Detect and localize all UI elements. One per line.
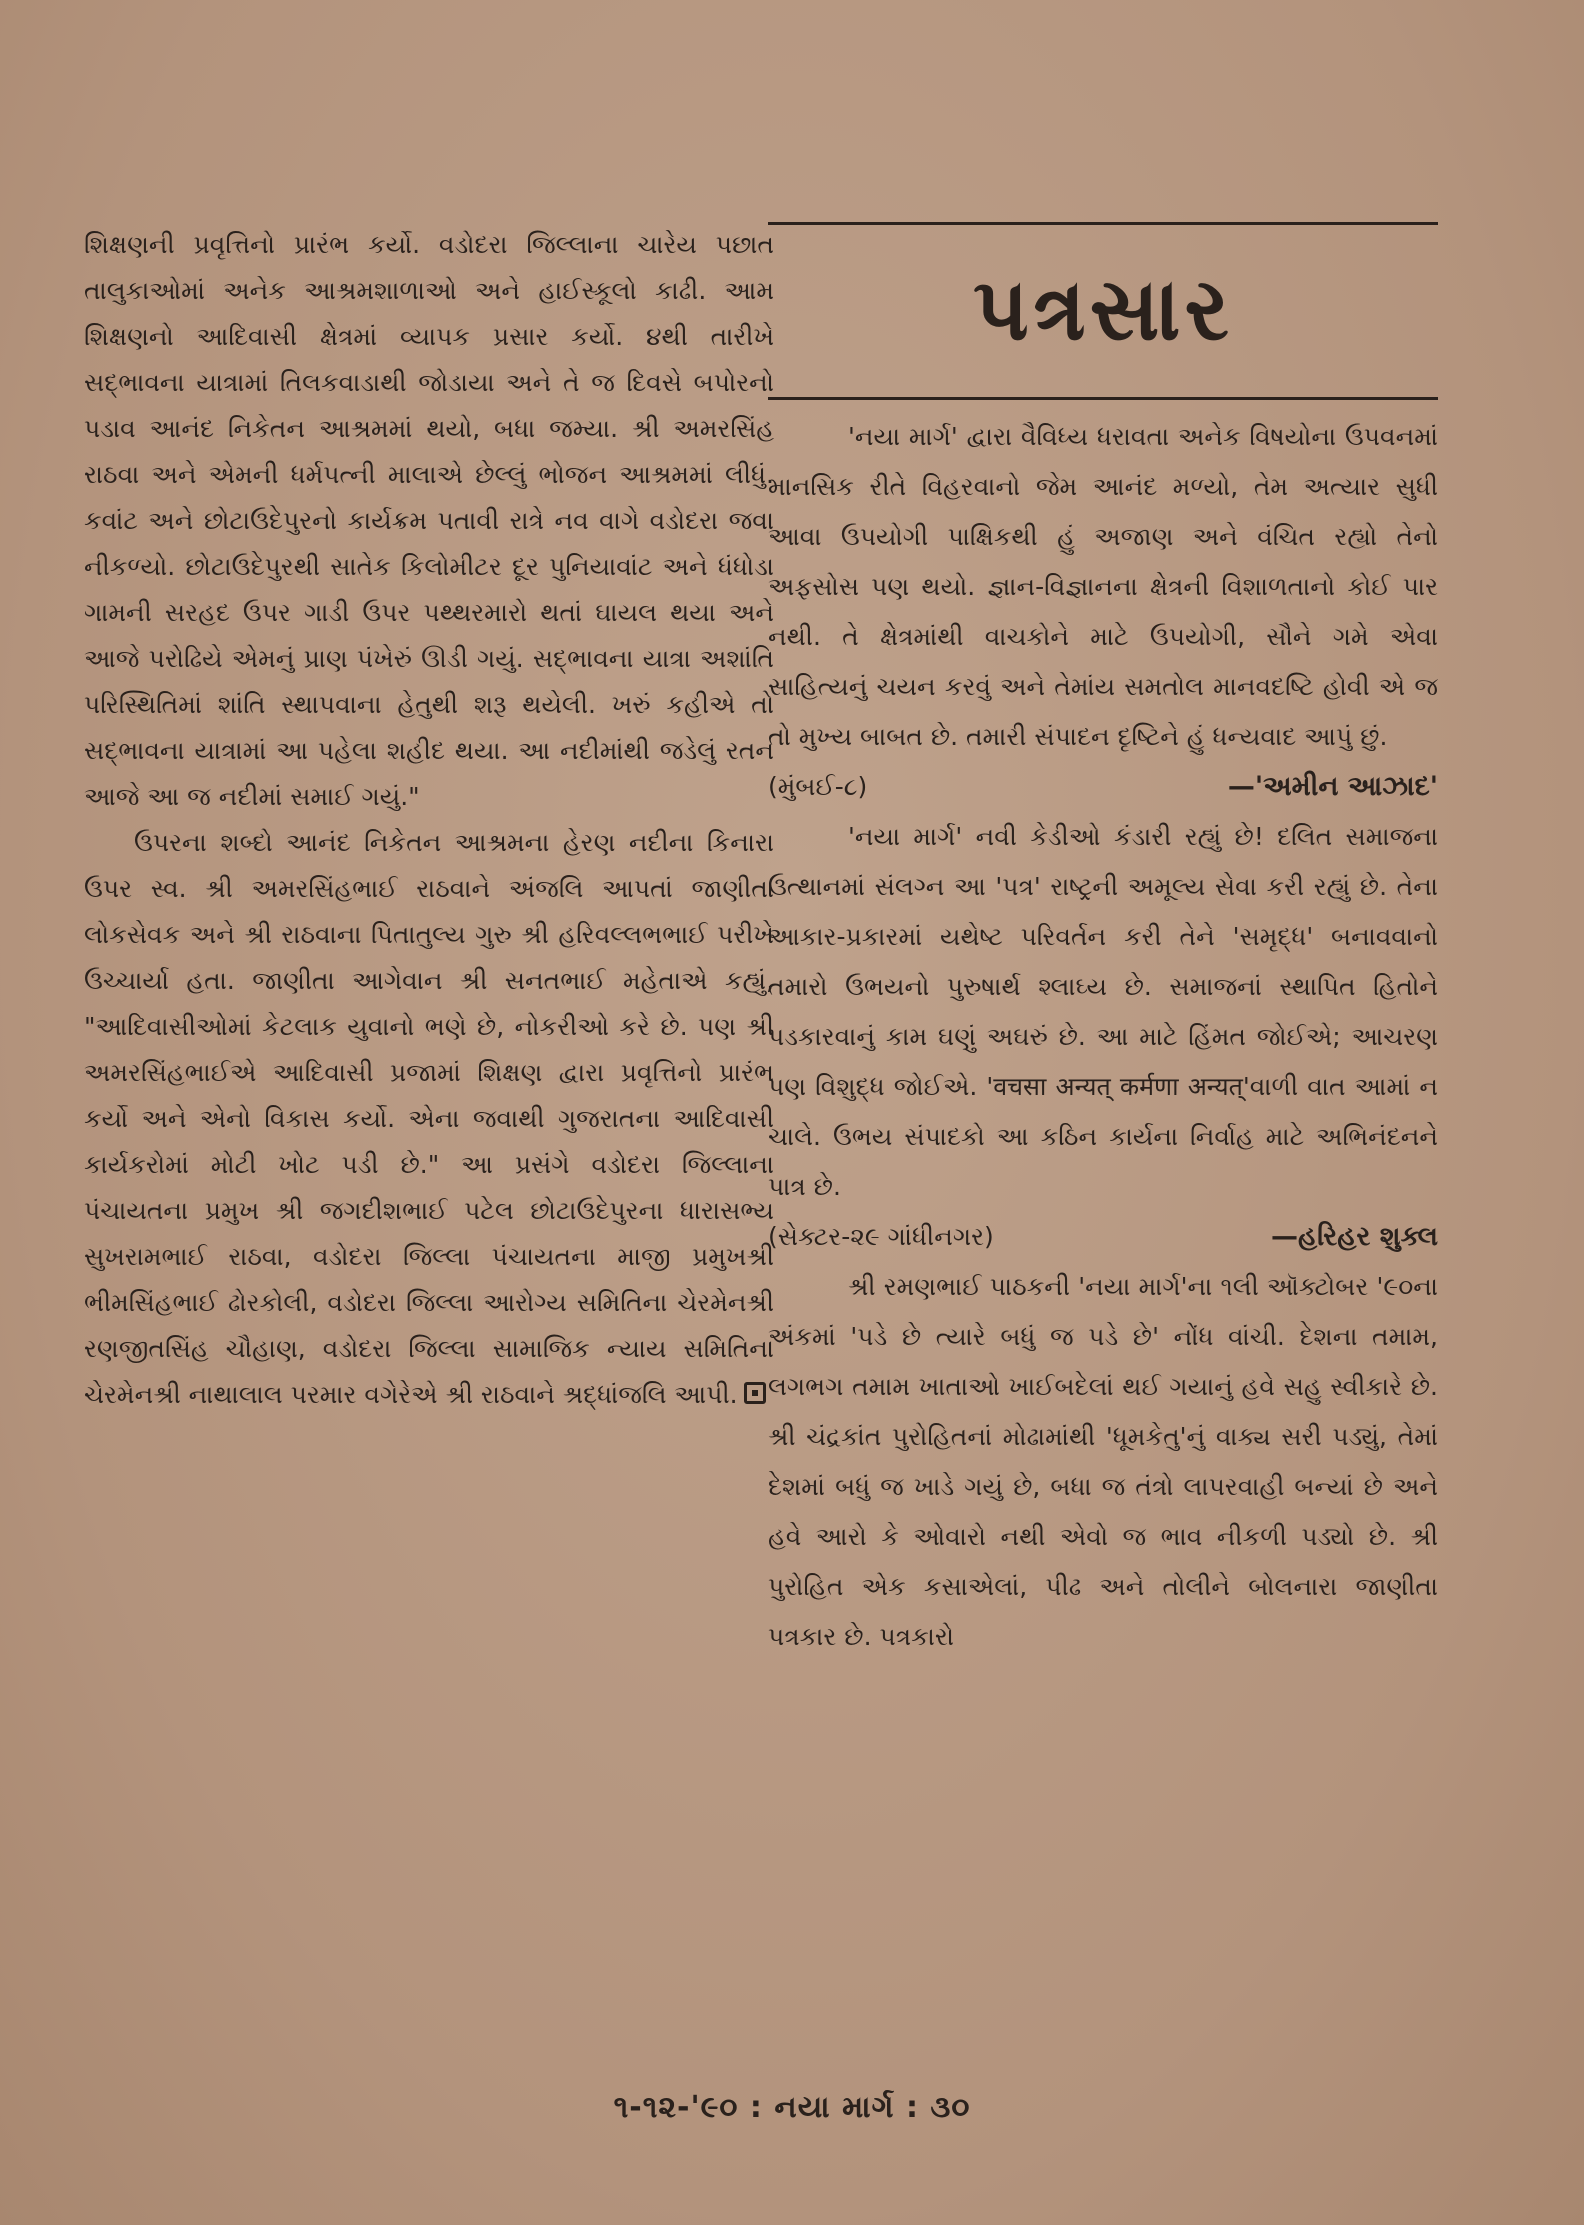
page-footer: ૧-૧૨-'૯૦ : નયા માર્ગ : ૩૦ [613,2090,971,2125]
article-paragraph-1: શિક્ષણની પ્રવૃત્તિનો પ્રારંભ કર્યો. વડોદરા જિલ્લાના ચારેય પછાત તાલુકાઓમાં અનેક આશ્રમશાળાઓ અને હાઈસ્કૂલો કાઢી. આમ શિક્ષણનો આદિવાસી ક્ષેત્રમાં વ્યાપક પ્રસાર કર્યો. ૪થી તારીખે સદ્ભાવના યાત્રામાં તિલકવાડાથી જોડાયા અને તે જ દિવસે બપોરનો પડાવ આનંદ નિકેતન આશ્રમમાં થયો, બધા જમ્યા. શ્રી અમરસિંહ રાઠવા અને એમની ધર્મપત્ની માલાએ છેલ્લું ભોજન આશ્રમમાં લીધું. કવાંટ અને છોટાઉદેપુરનો કાર્યક્રમ પતાવી રાત્રે નવ વાગે વડોદરા જવા નીકળ્યો. છોટાઉદેપુરથી સાતેક કિલોમીટર દૂર પુનિયાવાંટ અને ધંધોડા ગામની સરહદ ઉપર ગાડી ઉપર પથ્થરમારો થતાં ઘાયલ થયા અને આજે પરોઢિયે એમનું પ્રાણ પંખેરું ઊડી ગયું. સદ્ભાવના યાત્રા અશાંતિ પરિસ્થિતિમાં શાંતિ સ્થાપવાના હેતુથી શરૂ થયેલી. ખરું કહીએ તો સદ્ભાવના યાત્રામાં આ પહેલા શહીદ થયા. આ નદીમાંથી જડેલું રતન આજે આ જ નદીમાં સમાઈ ગયું." [84,230,774,811]
letters-list [768,400,1438,1662]
article-paragraph-2 [84,820,774,1418]
letter-1-place: (મુંબઈ-૮) [768,772,868,801]
letter-1-text: 'નયા માર્ગ' દ્વારા વૈવિધ્ય ધરાવતા અનેક વિષયોના ઉપવનમાં માનસિક રીતે વિહરવાનો જેમ આનંદ મળ્યો, તેમ અત્યાર સુધી આવા ઉપયોગી પાક્ષિકથી હું અજાણ અને વંચિત રહ્યો તેનો અફસોસ પણ થયો. જ્ઞાન-વિજ્ઞાનના ક્ષેત્રની વિશાળતાનો કોઈ પાર નથી. તે ક્ષેત્રમાંથી વાચકોને માટે ઉપયોગી, સૌને ગમે એવા સાહિત્યનું ચયન કરવું અને તેમાંય સમતોલ માનવદષ્ટિ હોવી એ જ તો મુખ્ય બાબત છે. તમારી સંપાદન દૃષ્ટિને હું ધન્યવાદ આપું છું. [768,422,1438,751]
left-column [84,222,774,1418]
letter-1-signature [768,762,1438,812]
article-paragraph-2-text: ઉપરના શબ્દો આનંદ નિકેતન આશ્રમના હેરણ નદીના કિનારા ઉપર સ્વ. શ્રી અમરસિંહભાઈ રાઠવાને અંજલિ આપતાં જાણીતા લોકસેવક અને શ્રી રાઠવાના પિતાતુલ્ય ગુરુ શ્રી હરિવલ્લભભાઈ પરીખે ઉચ્ચાર્યા હતા. જાણીતા આગેવાન શ્રી સનતભાઈ મહેતાએ કહ્યું, "આદિવાસીઓમાં કેટલાક યુવાનો ભણે છે, નોકરીઓ કરે છે. પણ શ્રી અમરસિંહભાઈએ આદિવાસી પ્રજામાં શિક્ષણ દ્વારા પ્રવૃત્તિનો પ્રારંભ કર્યો અને એનો વિકાસ કર્યો. એના જવાથી ગુજરાતના આદિવાસી કાર્યકરોમાં મોટી ખોટ પડી છે." આ પ્રસંગે વડોદરા જિલ્લાના પંચાયતના પ્રમુખ શ્રી જગદીશભાઈ પટેલ છોટાઉદેપુરના ધારાસભ્ય સુખરામભાઈ રાઠવા, વડોદરા જિલ્લા પંચાયતના માજી પ્રમુખશ્રી ભીમસિંહભાઈ ઢોરકોલી, વડોદરા જિલ્લા આરોગ્ય સમિતિના ચેરમેનશ્રી રણજીતસિંહ ચૌહાણ, વડોદરા જિલ્લા સામાજિક ન્યાય સમિતિના ચેરમેનશ્રી નાથાલાલ પરમાર વગેરેએ શ્રી રાઠવાને શ્રદ્ધાંજલિ આપી. [84,828,774,1409]
letter-2-signature [768,1212,1438,1262]
right-column [768,222,1438,1662]
letter-1-author: —'અમીન આઝાદ' [1227,771,1438,802]
section-title: પત્રસાર [973,260,1233,360]
letter-2-text: 'નયા માર્ગ' નવી કેડીઓ કંડારી રહ્યું છે! દલિત સમાજના ઉત્થાનમાં સંલગ્ન આ 'પત્ર' રાષ્ટ્રની અમૂલ્ય સેવા કરી રહ્યું છે. તેના આકાર-પ્રકારમાં યથેષ્ટ પરિવર્તન કરી તેને 'સમૃદ્ધ' બનાવવાનો તમારો ઉભયનો પુરુષાર્થ શ્લાઘ્ય છે. સમાજનાં સ્થાપિત હિતોને પડકારવાનું કામ ઘણું અઘરું છે. આ માટે હિંમત જોઈએ; આચરણ પણ વિશુદ્ધ જોઈએ. 'वचसा अन्यत् कर्मणा अन्यत्'વાળી વાત આમાં ન ચાલે. ઉભય સંપાદકો આ કઠિન કાર્યના નિર્વાહ માટે અભિનંદનને પાત્ર છે. [768,822,1438,1201]
letter-2-author: —હરિહર શુક્લ [1270,1221,1438,1252]
end-of-article-icon [744,1382,766,1404]
letter-3-text: શ્રી રમણભાઈ પાઠકની 'નયા માર્ગ'ના ૧લી ઑક્ટોબર '૯૦ના અંકમાં 'પડે છે ત્યારે બધું જ પડે છે' નોંધ વાંચી. દેશના તમામ, લગભગ તમામ ખાતાઓ ખાઈબદેલાં થઈ ગયાનું હવે સહુ સ્વીકારે છે. શ્રી ચંદ્રકાંત પુરોહિતનાં મોઢામાંથી 'ધૂમકેતુ'નું વાક્ય સરી પડ્યું, તેમાં દેશમાં બધું જ ખાડે ગયું છે, બધા જ તંત્રો લાપરવાહી બન્યાં છે અને હવે આરો કે ઓવારો નથી એવો જ ભાવ નીકળી પડ્યો છે. શ્રી પુરોહિત એક કસાએલાં, પીઢ અને તોલીને બોલનારા જાણીતા પત્રકાર છે. પત્રકારો [768,1272,1438,1651]
letter-2-place: (સેક્ટર-૨૯ ગાંધીનગર) [768,1222,994,1251]
